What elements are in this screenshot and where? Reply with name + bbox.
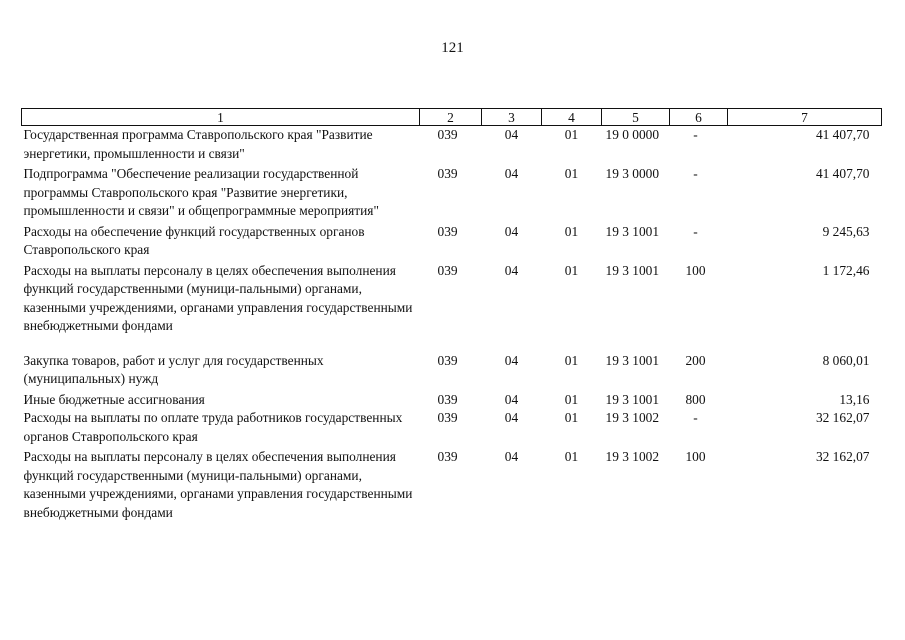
table-header-row bbox=[22, 109, 882, 126]
column-header-2: 2 bbox=[420, 109, 482, 126]
table-row bbox=[22, 223, 882, 262]
row-name: Расходы на обеспечение функций государственных органов Ставропольского края bbox=[23, 223, 365, 257]
row-section: 04 bbox=[504, 262, 519, 278]
row-expense-type: - bbox=[693, 127, 698, 142]
table-row bbox=[22, 352, 882, 391]
row-expense-type: 200 bbox=[685, 352, 706, 368]
row-section: 04 bbox=[504, 410, 519, 425]
row-subsection: 01 bbox=[564, 223, 579, 239]
budget-table bbox=[21, 108, 882, 522]
row-target-article: 19 3 1002 bbox=[605, 449, 660, 464]
row-section: 04 bbox=[504, 166, 519, 181]
row-target-article: 19 3 1001 bbox=[605, 391, 660, 407]
row-section: 04 bbox=[504, 223, 519, 239]
row-ministry-code: 039 bbox=[437, 262, 458, 278]
row-amount: 8 060,01 bbox=[822, 352, 870, 368]
row-ministry-code: 039 bbox=[437, 352, 458, 368]
column-header-5: 5 bbox=[602, 109, 670, 126]
column-header-6: 6 bbox=[670, 109, 728, 126]
row-subsection: 01 bbox=[564, 449, 579, 464]
row-section: 04 bbox=[504, 127, 519, 142]
table-row bbox=[22, 409, 882, 448]
column-header-1: 1 bbox=[22, 109, 420, 126]
row-target-article: 19 3 1001 bbox=[605, 352, 660, 368]
row-amount: 13,16 bbox=[839, 391, 870, 407]
row-amount: 41 407,70 bbox=[815, 127, 870, 142]
row-name: Государственная программа Ставропольского края "Развитие энергетики, промышленности и связи" bbox=[23, 127, 373, 161]
row-name: Подпрограмма "Обеспечение реализации государственной программы Ставропольского края "Развитие энергетики, промышленности и связи" и общепрограммные мероприятия" bbox=[23, 166, 379, 218]
row-amount: 1 172,46 bbox=[822, 262, 870, 278]
column-header-7: 7 bbox=[728, 109, 882, 126]
row-subsection: 01 bbox=[564, 352, 579, 368]
row-name: Закупка товаров, работ и услуг для государственных (муниципальных) нужд bbox=[23, 352, 324, 386]
row-subsection: 01 bbox=[564, 127, 579, 142]
row-amount: 32 162,07 bbox=[815, 449, 870, 464]
row-amount: 41 407,70 bbox=[815, 166, 870, 181]
page-number: 121 bbox=[441, 40, 464, 56]
table-row bbox=[22, 448, 882, 522]
row-name: Расходы на выплаты персоналу в целях обеспечения выполнения функций государственными (муници-пальными) органами, казенными учреждениями, органами управления государственными внебюджетными фондами bbox=[23, 262, 413, 333]
row-expense-type: 100 bbox=[685, 449, 706, 464]
row-amount: 9 245,63 bbox=[822, 223, 870, 239]
row-subsection: 01 bbox=[564, 410, 579, 425]
table-row bbox=[22, 165, 882, 223]
column-header-4: 4 bbox=[542, 109, 602, 126]
row-ministry-code: 039 bbox=[437, 127, 458, 142]
table-row bbox=[22, 391, 882, 410]
row-ministry-code: 039 bbox=[437, 410, 458, 425]
row-name: Иные бюджетные ассигнования bbox=[23, 391, 205, 407]
row-ministry-code: 039 bbox=[437, 223, 458, 239]
row-ministry-code: 039 bbox=[437, 166, 458, 181]
row-target-article: 19 3 1001 bbox=[605, 223, 660, 239]
row-ministry-code: 039 bbox=[437, 391, 458, 407]
row-name: Расходы на выплаты персоналу в целях обеспечения выполнения функций государственными (муници-пальными) органами, казенными учреждениями, органами управления государственными внебюджетными фондами bbox=[23, 449, 413, 520]
row-section: 04 bbox=[504, 352, 519, 368]
row-ministry-code: 039 bbox=[437, 449, 458, 464]
row-target-article: 19 3 1002 bbox=[605, 410, 660, 425]
table-row bbox=[22, 126, 882, 166]
row-subsection: 01 bbox=[564, 262, 579, 278]
row-target-article: 19 3 0000 bbox=[605, 166, 660, 181]
row-name: Расходы на выплаты по оплате труда работников государственных органов Ставропольского края bbox=[23, 410, 403, 444]
row-subsection: 01 bbox=[564, 166, 579, 181]
row-expense-type: - bbox=[693, 166, 698, 181]
row-target-article: 19 0 0000 bbox=[605, 127, 660, 142]
row-expense-type: 800 bbox=[685, 391, 706, 407]
row-expense-type: - bbox=[693, 410, 698, 425]
row-section: 04 bbox=[504, 449, 519, 464]
row-expense-type: 100 bbox=[685, 262, 706, 278]
row-subsection: 01 bbox=[564, 391, 579, 407]
table-row bbox=[22, 262, 882, 352]
row-expense-type: - bbox=[693, 223, 698, 239]
row-amount: 32 162,07 bbox=[815, 410, 870, 425]
row-section: 04 bbox=[504, 391, 519, 407]
row-target-article: 19 3 1001 bbox=[605, 262, 660, 278]
column-header-3: 3 bbox=[482, 109, 542, 126]
